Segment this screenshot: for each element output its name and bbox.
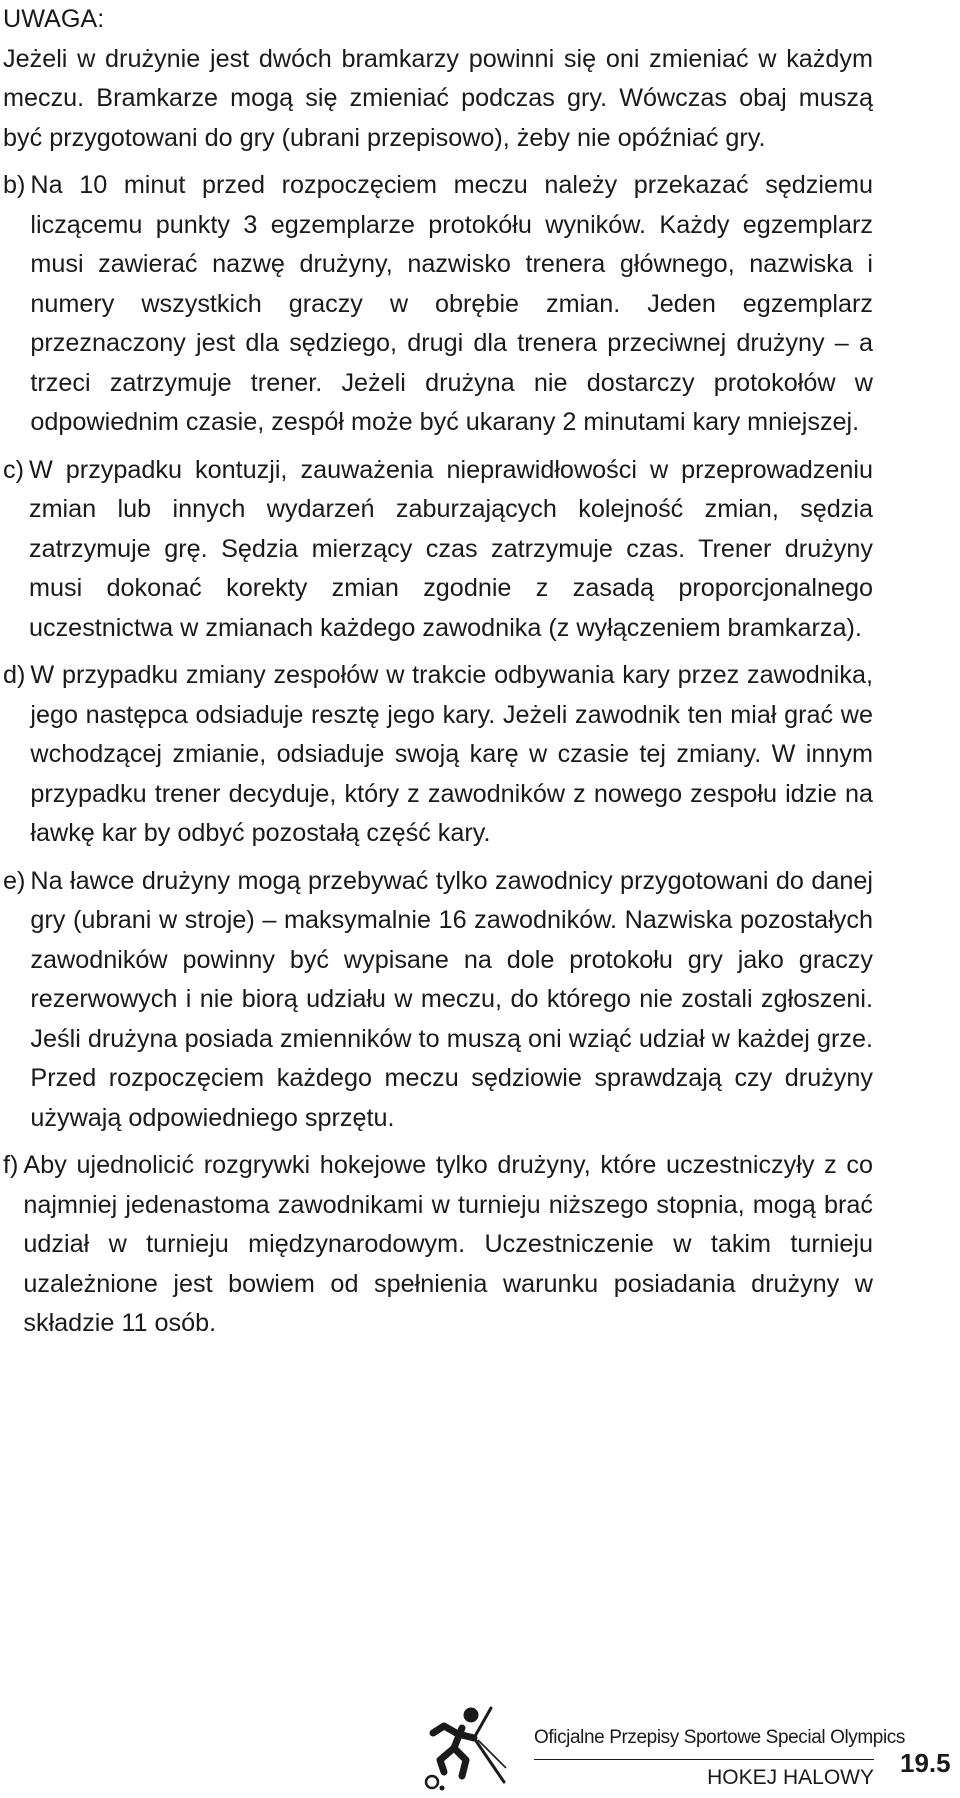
rule-item-c xyxy=(3,451,873,649)
item-marker: e) xyxy=(3,866,26,895)
rules-text xyxy=(3,0,873,1352)
intro-paragraph: Jeżeli w drużynie jest dwóch bramkarzy powinni się oni zmieniać w każdym meczu. Bramkarze mogą się zmieniać podczas gry. Wówczas obaj muszą być przygotowani do gry (ubrani przepisowo), żeby nie opóźniać gry. xyxy=(3,44,873,152)
rule-item-f xyxy=(3,1146,873,1344)
footer-divider xyxy=(534,1759,874,1760)
item-marker: c) xyxy=(3,455,24,484)
item-text: Aby ujednolicić rozgrywki hokejowe tylko drużyny, które uczestniczyły z co najmniej jedenastoma zawodnikami w turnieju niższego stopnia, mogą brać udział w turnieju międzynarodowym. Uczestniczenie w takim turnieju uzależnione jest bowiem od spełnienia warunku posiadania drużyny w składzie 11 osób. xyxy=(23,1151,873,1337)
item-marker: f) xyxy=(3,1151,19,1179)
rule-item-e xyxy=(3,862,873,1139)
item-text: W przypadku kontuzji, zauważenia nieprawidłowości w przeprowadzeniu zmian lub innych wydarzeń zaburzających kolejność zmian, sędzia zatrzymuje grę. Sędzia mierzący czas zatrzymuje czas. Trener drużyny musi dokonać korekty zmian zgodnie z zasadą proporcjonalnego uczestnictwa w zmianach każdego zawodnika (z wyłączeniem bramkarza). xyxy=(28,455,873,642)
note-heading: UWAGA: xyxy=(3,5,105,33)
item-text: W przypadku zmiany zespołów w trakcie odbywania kary przez zawodnika, jego następca odsiaduje resztę jego kary. Jeżeli zawodnik ten miał grać we wchodzącej zmianie, odsiaduje swoją karę w czasie tej zmiany. W innym przypadku trener decyduje, który z zawodników z nowego zespołu idzie na ławkę kar by odbyć pozostałą część kary. xyxy=(30,661,873,847)
sport-title: HOKEJ HALOWY xyxy=(707,1766,874,1789)
item-text: Na ławce drużyny mogą przebywać tylko zawodnicy przygotowani do danej gry (ubrani w stroje) – maksymalnie 16 zawodników. Nazwiska pozostałych zawodników powinny być wypisane na dole protokołu gry jako graczy rezerwowych i nie biorą udziału w meczu, do którego nie zostali zgłoszeni. Jeśli drużyna posiada zmienników to muszą oni wziąć udział w każdej grze. Przed rozpoczęciem każdego meczu sędziowie sprawdzają czy drużyny używają odpowiedniego sprzętu. xyxy=(30,866,873,1132)
page-number: 19.5 xyxy=(900,1748,951,1778)
publication-series: Oficjalne Przepisy Sportowe Special Olympics xyxy=(534,1727,905,1748)
item-marker: b) xyxy=(3,171,26,199)
item-marker: d) xyxy=(3,661,26,689)
page-footer xyxy=(0,1700,960,1798)
item-text: Na 10 minut przed rozpoczęciem meczu należy przekazać sędziemu liczącemu punkty 3 egzemplarze protokółu wyników. Każdy egzemplarz musi zawierać nazwę drużyny, nazwisko trenera głównego, nazwiska i numery wszystkich graczy w obrębie zmian. Jeden egzemplarz przeznaczony jest dla sędziego, drugi dla trenera przeciwnej drużyny – a trzeci zatrzymuje trener. Jeżeli drużyna nie dostarczy protokołów w odpowiednim czasie, zespół może być ukarany 2 minutami kary mniejszej. xyxy=(30,171,873,436)
rule-item-b xyxy=(3,166,873,443)
floor-hockey-player-icon xyxy=(418,1702,512,1792)
rule-item-d xyxy=(3,656,873,854)
